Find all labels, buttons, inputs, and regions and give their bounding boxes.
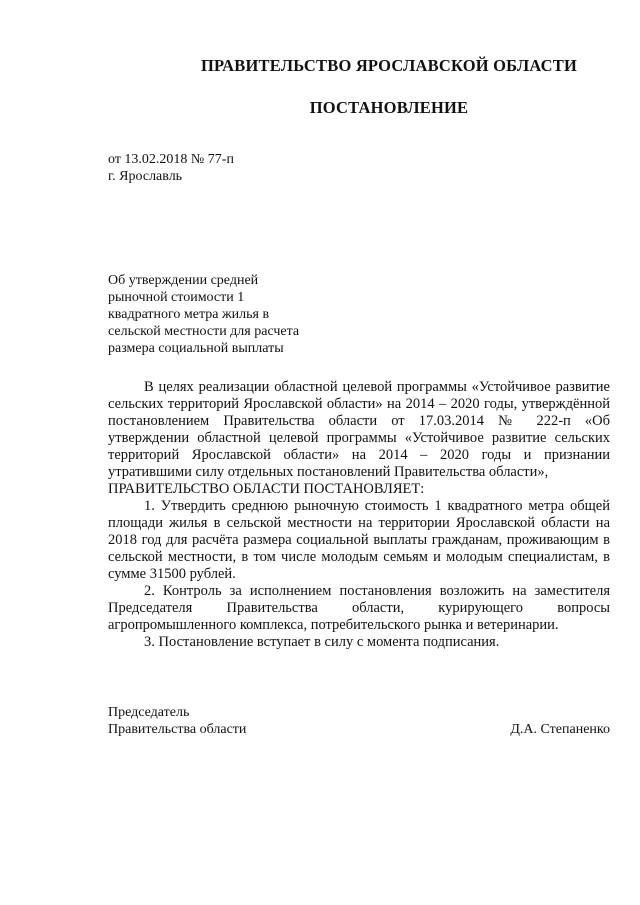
document-type-title: ПОСТАНОВЛЕНИЕ [309,98,469,117]
subject-line: сельской местности для расчета [108,324,300,339]
resolves-line: ПРАВИТЕЛЬСТВО ОБЛАСТИ ПОСТАНОВЛЯЕТ: [108,481,425,497]
document-body [108,379,610,651]
document-subject [108,272,348,357]
signature-block [108,704,610,738]
government-title: ПРАВИТЕЛЬСТВО ЯРОСЛАВСКОЙ ОБЛАСТИ [200,56,578,75]
subject-line: квадратного метра жилья в [108,307,270,322]
date-number: от 13.02.2018 № 77-п [108,152,234,167]
subject-line: рыночной стоимости 1 [108,290,245,305]
item-1-paragraph: 1. Утвердить среднюю рыночную стоимость 1 квадратного метра общей площади жилья в сельской местности на территории Ярославской области на 2018 год для расчёта размера социальной выплаты гражданам, проживающим в сельской местности, в том числе молодым семьям и молодым специалистам, в сумме 31500 рублей. [108,498,610,582]
city: г. Ярославль [108,169,183,184]
signatory-title-line-2: Правительства области [108,722,247,737]
item-2-paragraph: 2. Контроль за исполнением постановления возложить на заместителя Председателя Правительства области, курирующего вопросы агропромышленного комплекса, потребительского рынка и ветеринарии. [108,583,610,633]
subject-line: размера социальной выплаты [108,341,284,356]
signatory-name: Д.А. Степаненко [510,722,610,737]
signature-row [108,721,610,738]
preamble-paragraph: В целях реализации областной целевой программы «Устойчивое развитие сельских территорий Ярославской области» на 2014 – 2020 годы, утверждённой постановлением Правительства области от 17.03.2014 № 222-п «Об утверждении областной целевой программы «Устойчивое развитие сельских территорий Ярославской области» на 2014 – 2020 годы и признании утратившими силу отдельных постановлений Правительства области», [108,379,610,480]
document-meta [108,151,234,185]
signatory-title-line-1: Председатель [108,705,190,720]
subject-line: Об утверждении средней [108,273,259,288]
item-3-paragraph: 3. Постановление вступает в силу с момента подписания. [144,634,500,650]
